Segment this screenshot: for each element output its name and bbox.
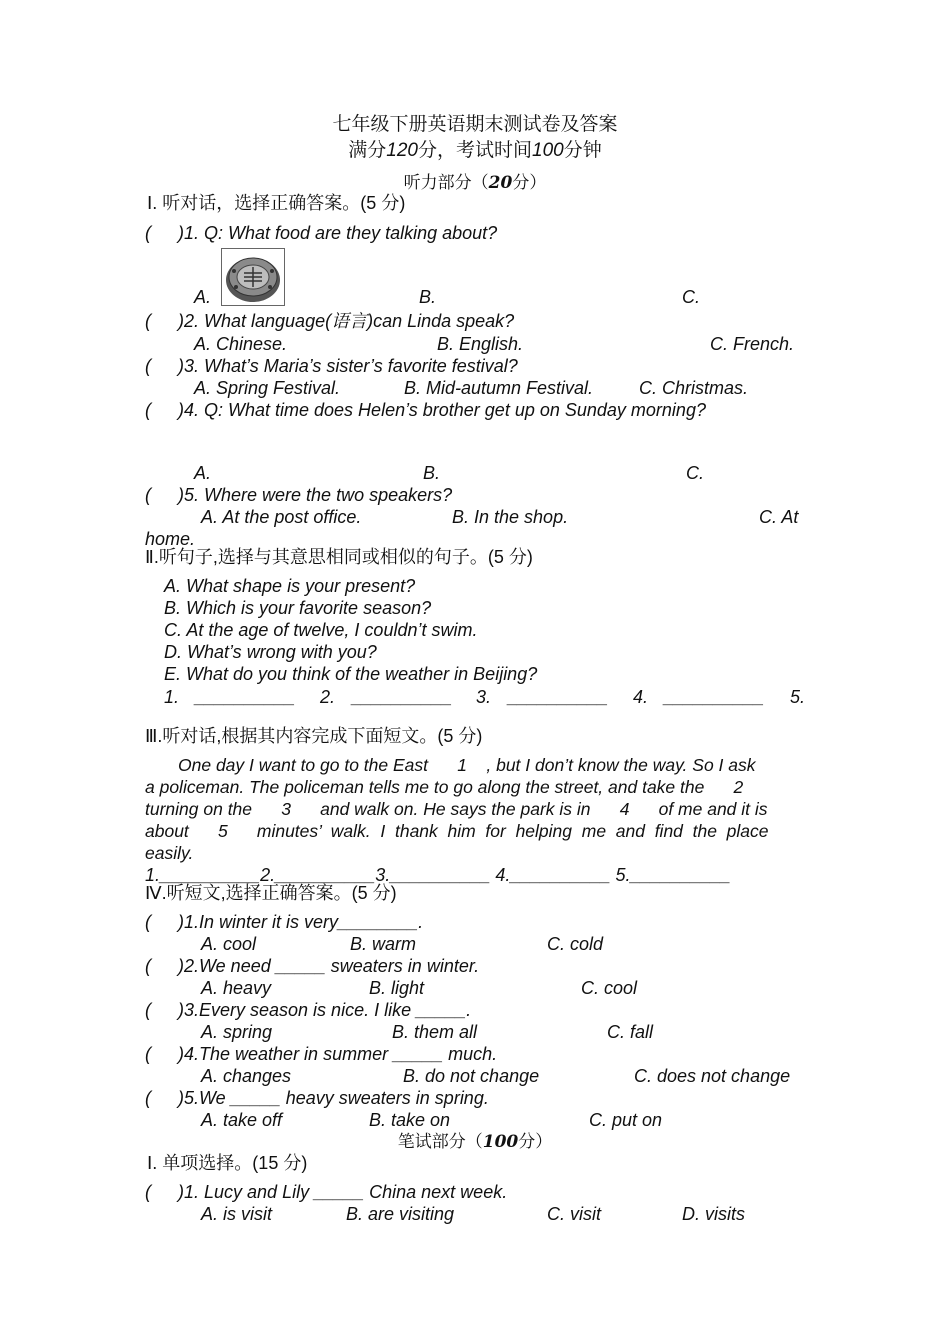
question-text: )1. Lucy and Lily _____ China next week. xyxy=(178,1182,508,1202)
option-b[interactable]: B. xyxy=(419,287,437,307)
answer-blank[interactable]: __________ xyxy=(195,687,296,707)
answer-blank[interactable]: __________ xyxy=(508,687,609,707)
passage-line: a policeman. The policeman tells me to go along the street, and take the 2 xyxy=(145,777,744,797)
question-bracket[interactable]: ( xyxy=(145,912,151,932)
listening-part4-heading: Ⅳ.听短文,选择正确答案。(5 分) xyxy=(145,883,397,903)
option-a[interactable]: A. Spring Festival. xyxy=(194,378,341,398)
option-c[interactable]: C. cold xyxy=(547,934,604,954)
option-c[interactable]: C. visit xyxy=(547,1204,601,1224)
question-text: )1. Q: What food are they talking about? xyxy=(178,223,498,243)
answer-number: 3. xyxy=(476,687,492,707)
option-a[interactable]: A. xyxy=(194,463,212,483)
option-b[interactable]: B. are visiting xyxy=(346,1204,455,1224)
option-b[interactable]: B. xyxy=(423,463,441,483)
option-c[interactable]: C. fall xyxy=(607,1022,654,1042)
sentence-option: E. What do you think of the weather in Beijing? xyxy=(164,664,538,684)
question-bracket[interactable]: ( xyxy=(145,485,151,505)
question-bracket[interactable]: ( xyxy=(145,1000,151,1020)
option-b[interactable]: B. Mid-autumn Festival. xyxy=(404,378,594,398)
answer-blank[interactable]: __________ xyxy=(352,687,453,707)
answer-number: 4. xyxy=(633,687,649,707)
option-a[interactable]: A. Chinese. xyxy=(194,334,288,354)
option-a[interactable]: A. spring xyxy=(201,1022,273,1042)
mooncake-image xyxy=(221,248,285,306)
page-subtitle: 满分120分，考试时间100分钟 xyxy=(348,140,602,161)
question-bracket[interactable]: ( xyxy=(145,311,151,331)
option-b[interactable]: B. English. xyxy=(437,334,524,354)
passage-line: about 5 minutes’ walk. I thank him for helping me and find the place xyxy=(145,821,769,841)
option-c[interactable]: C. cool xyxy=(581,978,638,998)
mooncake-icon xyxy=(222,249,284,305)
option-a[interactable]: A. cool xyxy=(201,934,257,954)
option-a[interactable]: A. is visit xyxy=(201,1204,273,1224)
option-c[interactable]: C. At xyxy=(759,507,799,527)
option-a[interactable]: A. take off xyxy=(201,1110,283,1130)
option-a[interactable]: A. xyxy=(194,287,212,307)
question-text: )3.Every season is nice. I like _____. xyxy=(178,1000,472,1020)
option-c-continuation: home. xyxy=(145,529,196,549)
writing-section-title: 笔试部分（100分） xyxy=(397,1132,553,1152)
option-a[interactable]: A. changes xyxy=(201,1066,292,1086)
sentence-option: A. What shape is your present? xyxy=(164,576,416,596)
writing-part1-heading: Ⅰ. 单项选择。(15 分) xyxy=(147,1153,308,1173)
question-bracket[interactable]: ( xyxy=(145,356,151,376)
question-text: )4. Q: What time does Helen’s brother get up on Sunday morning? xyxy=(178,400,706,420)
option-c[interactable]: C. Christmas. xyxy=(639,378,749,398)
listening-part3-heading: Ⅲ.听对话,根据其内容完成下面短文。(5 分) xyxy=(145,726,483,746)
sentence-option: B. Which is your favorite season? xyxy=(164,598,432,618)
option-a[interactable]: A. At the post office. xyxy=(201,507,362,527)
option-c[interactable]: C. French. xyxy=(710,334,795,354)
answer-blanks[interactable]: 1.__________2.__________3.__________ 4.__________ 5.__________ xyxy=(145,865,731,885)
option-c[interactable]: C. xyxy=(686,463,704,483)
question-text: )3. What’s Maria’s sister’s favorite festival? xyxy=(178,356,518,376)
option-b[interactable]: B. warm xyxy=(350,934,417,954)
question-text: )5. Where were the two speakers? xyxy=(178,485,453,505)
question-text: )2.We need _____ sweaters in winter. xyxy=(178,956,480,976)
passage-line: One day I want to go to the East 1 , but I don’t know the way. So I ask xyxy=(178,755,756,775)
option-c[interactable]: C. does not change xyxy=(634,1066,791,1086)
question-bracket[interactable]: ( xyxy=(145,1044,151,1064)
question-bracket[interactable]: ( xyxy=(145,1088,151,1108)
page-title: 七年级下册英语期末测试卷及答案 xyxy=(332,114,618,135)
option-a[interactable]: A. heavy xyxy=(201,978,272,998)
question-bracket[interactable]: ( xyxy=(145,223,151,243)
answer-number: 5. xyxy=(790,687,806,707)
question-text: )4.The weather in summer _____ much. xyxy=(178,1044,498,1064)
option-b[interactable]: B. them all xyxy=(392,1022,478,1042)
passage-line: easily. xyxy=(145,843,194,863)
option-c[interactable]: C. xyxy=(682,287,700,307)
option-b[interactable]: B. do not change xyxy=(403,1066,540,1086)
question-bracket[interactable]: ( xyxy=(145,956,151,976)
answer-number: 2. xyxy=(320,687,336,707)
option-d[interactable]: D. visits xyxy=(682,1204,745,1224)
sentence-option: D. What’s wrong with you? xyxy=(164,642,377,662)
answer-number: 1. xyxy=(164,687,180,707)
question-text: )5.We _____ heavy sweaters in spring. xyxy=(178,1088,489,1108)
option-b[interactable]: B. In the shop. xyxy=(452,507,569,527)
option-b[interactable]: B. light xyxy=(369,978,425,998)
listening-section-title: 听力部分（20分） xyxy=(403,173,547,193)
sentence-option: C. At the age of twelve, I couldn’t swim. xyxy=(164,620,478,640)
listening-part2-heading: Ⅱ.听句子,选择与其意思相同或相似的句子。(5 分) xyxy=(145,547,533,567)
passage-line: turning on the 3 and walk on. He says the park is in 4 of me and it is xyxy=(145,799,768,819)
option-b[interactable]: B. take on xyxy=(369,1110,451,1130)
question-bracket[interactable]: ( xyxy=(145,400,151,420)
question-bracket[interactable]: ( xyxy=(145,1182,151,1202)
question-text: )1.In winter it is very________. xyxy=(178,912,424,932)
question-text: )2. What language(语言)can Linda speak? xyxy=(178,311,515,331)
answer-blank[interactable]: __________ xyxy=(664,687,765,707)
listening-part1-heading: Ⅰ. 听对话，选择正确答案。(5 分) xyxy=(147,193,406,213)
option-c[interactable]: C. put on xyxy=(589,1110,663,1130)
